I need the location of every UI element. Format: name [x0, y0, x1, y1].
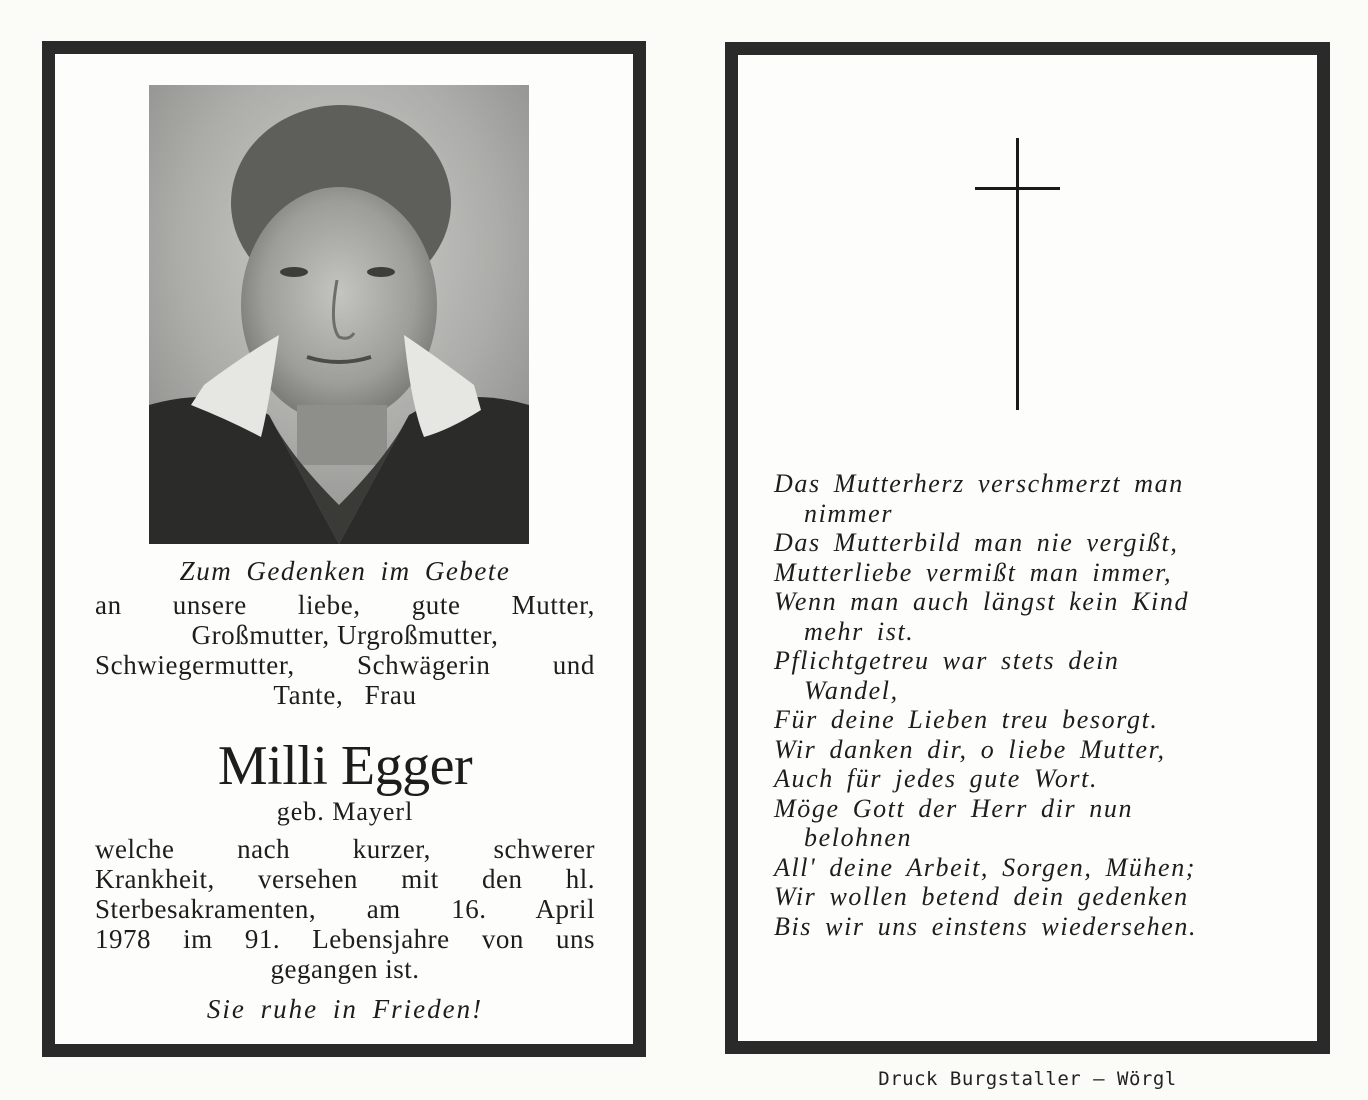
poem-line: Das Mutterherz verschmerzt man	[774, 469, 1184, 498]
portrait-photo	[149, 85, 529, 544]
memorial-intro	[95, 590, 595, 710]
memorial-card-back	[725, 42, 1330, 1054]
poem-line: Wenn man auch längst kein Kind	[774, 587, 1190, 616]
poem-line: Für deine Lieben treu besorgt.	[774, 705, 1159, 734]
poem-line: belohnen	[804, 823, 913, 852]
deceased-name: Milli Egger	[217, 735, 473, 797]
closing-blessing: Sie ruhe in Frieden!	[206, 994, 484, 1024]
poem-line: Möge Gott der Herr dir nun	[774, 793, 1134, 823]
poem-line: Bis wir uns einstens wiedersehen.	[774, 911, 1198, 941]
printer-credit: Druck Burgstaller — Wörgl	[878, 1068, 1177, 1090]
poem-line: Mutterliebe vermißt man immer,	[774, 557, 1173, 587]
death-notice	[95, 834, 595, 984]
intro-line: Großmutter, Urgroßmutter,	[191, 620, 499, 650]
intro-line: Tante, Frau	[273, 680, 417, 710]
death-line: welche nach kurzer, schwerer	[95, 834, 595, 864]
death-line: 1978 im 91. Lebensjahre von uns	[95, 924, 595, 954]
death-line: Sterbesakramenten, am 16. April	[95, 894, 595, 924]
intro-line: Schwiegermutter, Schwägerin und	[95, 650, 595, 680]
poem-line: Wir wollen betend dein gedenken	[774, 882, 1189, 911]
poem-line: All' deine Arbeit, Sorgen, Mühen;	[774, 852, 1197, 882]
death-line: gegangen ist.	[270, 954, 420, 984]
poem-line: Wandel,	[804, 675, 899, 705]
cross-icon	[1016, 138, 1019, 410]
memorial-card-front	[42, 41, 646, 1057]
cross-icon-bar	[975, 187, 1060, 190]
poem-line: nimmer	[804, 498, 894, 528]
poem-line: mehr ist.	[804, 616, 915, 646]
memorial-poem	[774, 469, 1274, 941]
poem-line: Das Mutterbild man nie vergißt,	[774, 528, 1179, 557]
death-line: Krankheit, versehen mit den hl.	[95, 864, 595, 894]
poem-line: Pflichtgetreu war stets dein	[774, 646, 1120, 675]
intro-line: an unsere liebe, gute Mutter,	[95, 590, 595, 620]
memorial-heading: Zum Gedenken im Gebete	[179, 556, 511, 586]
poem-line: Wir danken dir, o liebe Mutter,	[774, 734, 1166, 764]
poem-line: Auch für jedes gute Wort.	[774, 764, 1099, 793]
maiden-name: geb. Mayerl	[276, 797, 414, 826]
